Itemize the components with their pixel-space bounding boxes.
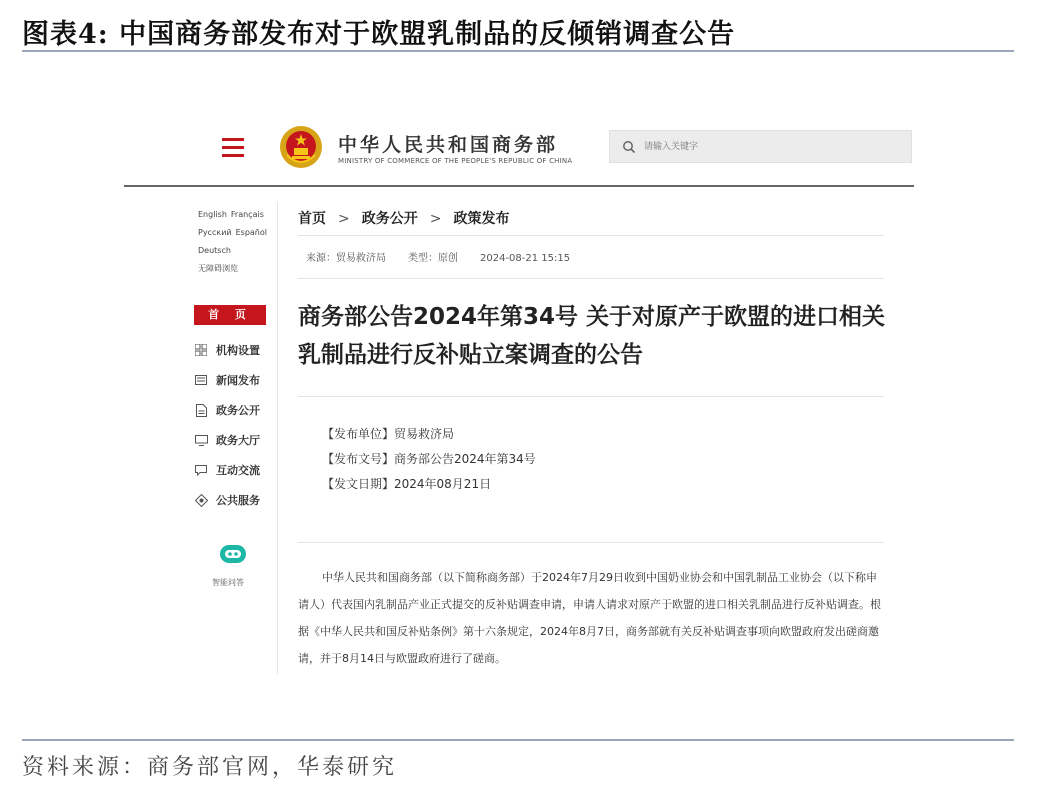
newspaper-icon [194,373,208,387]
header-divider [124,185,914,187]
breadcrumb-home[interactable]: 首页 [298,211,326,227]
info-issuer: 【发布单位】贸易救济局 [322,427,455,441]
breadcrumb-policy-release[interactable]: 政策发布 [453,211,510,227]
lang-russian[interactable]: Русский [198,228,232,237]
lang-spanish[interactable]: Español [235,228,267,237]
lang-german[interactable]: Deutsch [198,246,231,255]
accessibility-link[interactable]: 无障碍浏览 [198,264,238,273]
site-header [124,112,914,186]
nav-item-label: 机构设置 [216,344,260,357]
article-body [298,564,886,672]
figure-bottom-rule [22,739,1014,741]
nav-item-public-service[interactable] [194,485,268,515]
info-issue-date: 【发文日期】2024年08月21日 [322,477,492,491]
info-divider [298,542,884,543]
meta-type: 类型：原创 [408,253,458,264]
chat-icon [194,463,208,477]
side-navigation [194,305,268,515]
nav-home[interactable]: 首 页 [194,305,266,325]
nav-item-label: 政务大厅 [216,434,260,447]
nav-item-label: 互动交流 [216,464,260,477]
monitor-icon [194,433,208,447]
national-emblem-icon[interactable] [279,125,323,169]
service-icon [194,493,208,507]
nav-item-label: 新闻发布 [216,374,260,387]
article-body-text: 中华人民共和国商务部（以下简称商务部）于2024年7月29日收到中国奶业协会和中国乳制品工业协会（以下称申请人）代表国内乳制品产业正式提交的反补贴调查申请，申请人请求对原产于欧盟的进口相关乳制品进行反补贴调查。根据《中华人民共和国反补贴条例》第十六条规定，2024年8月7日，商务部就有关反补贴调查事项向欧盟政府发出磋商邀请，并于8月14日与欧盟政府进行了磋商。 [298,571,881,665]
language-links [198,206,278,278]
meta-source: 来源：贸易救济局 [306,253,386,264]
title-divider [298,396,884,397]
article-title: 商务部公告2024年第34号 关于对原产于欧盟的进口相关乳制品进行反补贴立案调查的公告 [298,304,886,368]
nav-item-interaction[interactable] [194,455,268,485]
breadcrumb-divider [298,235,884,236]
nav-item-government-affairs[interactable] [194,395,268,425]
nav-item-label: 公共服务 [216,494,260,507]
breadcrumb-government-affairs[interactable]: 政务公开 [361,211,418,227]
document-icon [194,403,208,417]
nav-item-label: 政务公开 [216,404,260,417]
breadcrumb [298,208,509,228]
breadcrumb-separator: > [338,211,350,227]
figure-source: 资料来源：商务部官网，华泰研究 [22,755,398,780]
nav-item-organization[interactable] [194,335,268,365]
breadcrumb-separator: > [429,211,442,227]
lang-english[interactable]: English [198,210,227,219]
nav-item-news[interactable] [194,365,268,395]
article-info [322,422,536,497]
meta-datetime: 2024-08-21 15:15 [480,253,571,264]
figure-title: 图表4: 中国商务部发布对于欧盟乳制品的反倾销调查公告 [22,19,736,50]
meta-divider [298,278,884,279]
search-icon[interactable] [622,140,636,154]
robot-assistant-icon[interactable] [218,542,248,566]
grid-icon [194,343,208,357]
menu-icon[interactable] [222,138,244,156]
search-box[interactable] [609,130,912,163]
sidebar-divider [277,202,278,674]
website-screenshot [124,112,914,684]
assistant-label[interactable]: 智能问答 [212,578,244,587]
site-name-english: MINISTRY OF COMMERCE OF THE PEOPLE'S REPUBLIC OF CHINA [338,157,573,165]
nav-item-service-hall[interactable] [194,425,268,455]
lang-french[interactable]: Français [230,210,264,219]
site-name[interactable]: 中华人民共和国商务部 [338,134,559,156]
search-input[interactable] [644,137,894,157]
figure-top-rule [22,50,1014,52]
info-document-number: 【发布文号】商务部公告2024年第34号 [322,452,536,466]
article-meta [306,249,592,264]
